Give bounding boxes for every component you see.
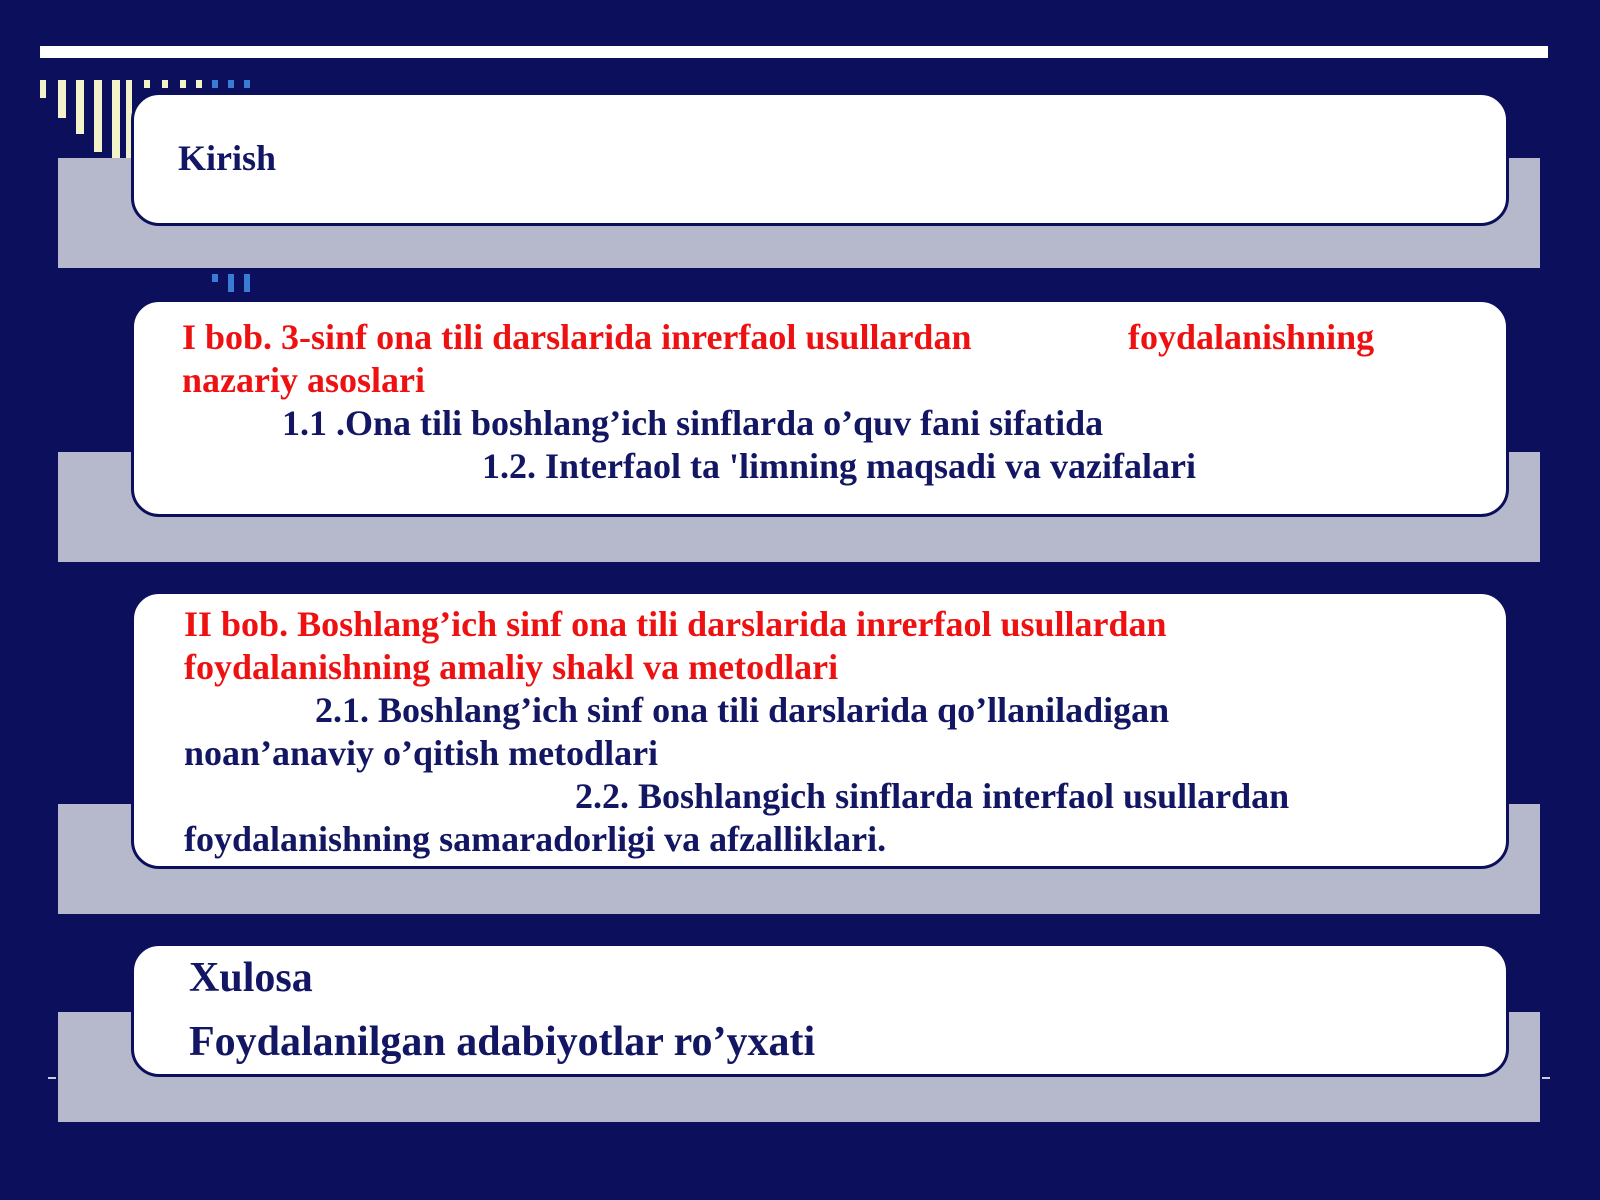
chapter2-section2-line1: 2.2. Boshlangich sinflarda interfaol usullardan [575, 776, 1290, 816]
chapter2-section1-line1: 2.1. Boshlang’ich sinf ona tili darslarida qo’llaniladigan [315, 690, 1170, 730]
band-edge-mark-left [48, 1077, 56, 1079]
chapter2-title-line2: foydalanishning amaliy shakl va metodlari [184, 647, 839, 687]
chapter1-title-part3: nazariy asoslari [182, 360, 425, 400]
intro-heading: Kirish [178, 138, 277, 178]
chapter2-title-line1: II bob. Boshlang’ich sinf ona tili darslarida inrerfaol usullardan [184, 604, 1167, 644]
chapter1-card [131, 299, 1509, 517]
band-edge-mark-right [1542, 1077, 1550, 1079]
conclusion-heading: Xulosa [189, 955, 313, 1001]
intro-card [131, 92, 1509, 226]
conclusion-card [131, 943, 1509, 1077]
chapter1-title-part2: foydalanishning [1128, 317, 1375, 357]
chapter1-title-part1: I bob. 3-sinf ona tili darslarida inrerfaol usullardan [182, 317, 972, 357]
chapter1-section-1-2: 1.2. Interfaol ta 'limning maqsadi va vazifalari [482, 446, 1196, 486]
chapter2-section2-line2: foydalanishning samaradorligi va afzalliklari. [184, 819, 887, 859]
references-heading: Foydalanilgan adabiyotlar ro’yxati [189, 1019, 816, 1065]
chapter1-section-1-1: 1.1 .Ona tili boshlang’ich sinflarda o’quv fani sifatida [282, 403, 1104, 443]
chapter2-card [131, 591, 1509, 869]
top-divider-line [40, 46, 1548, 58]
chapter2-section1-line2: noan’anaviy o’qitish metodlari [184, 733, 659, 773]
